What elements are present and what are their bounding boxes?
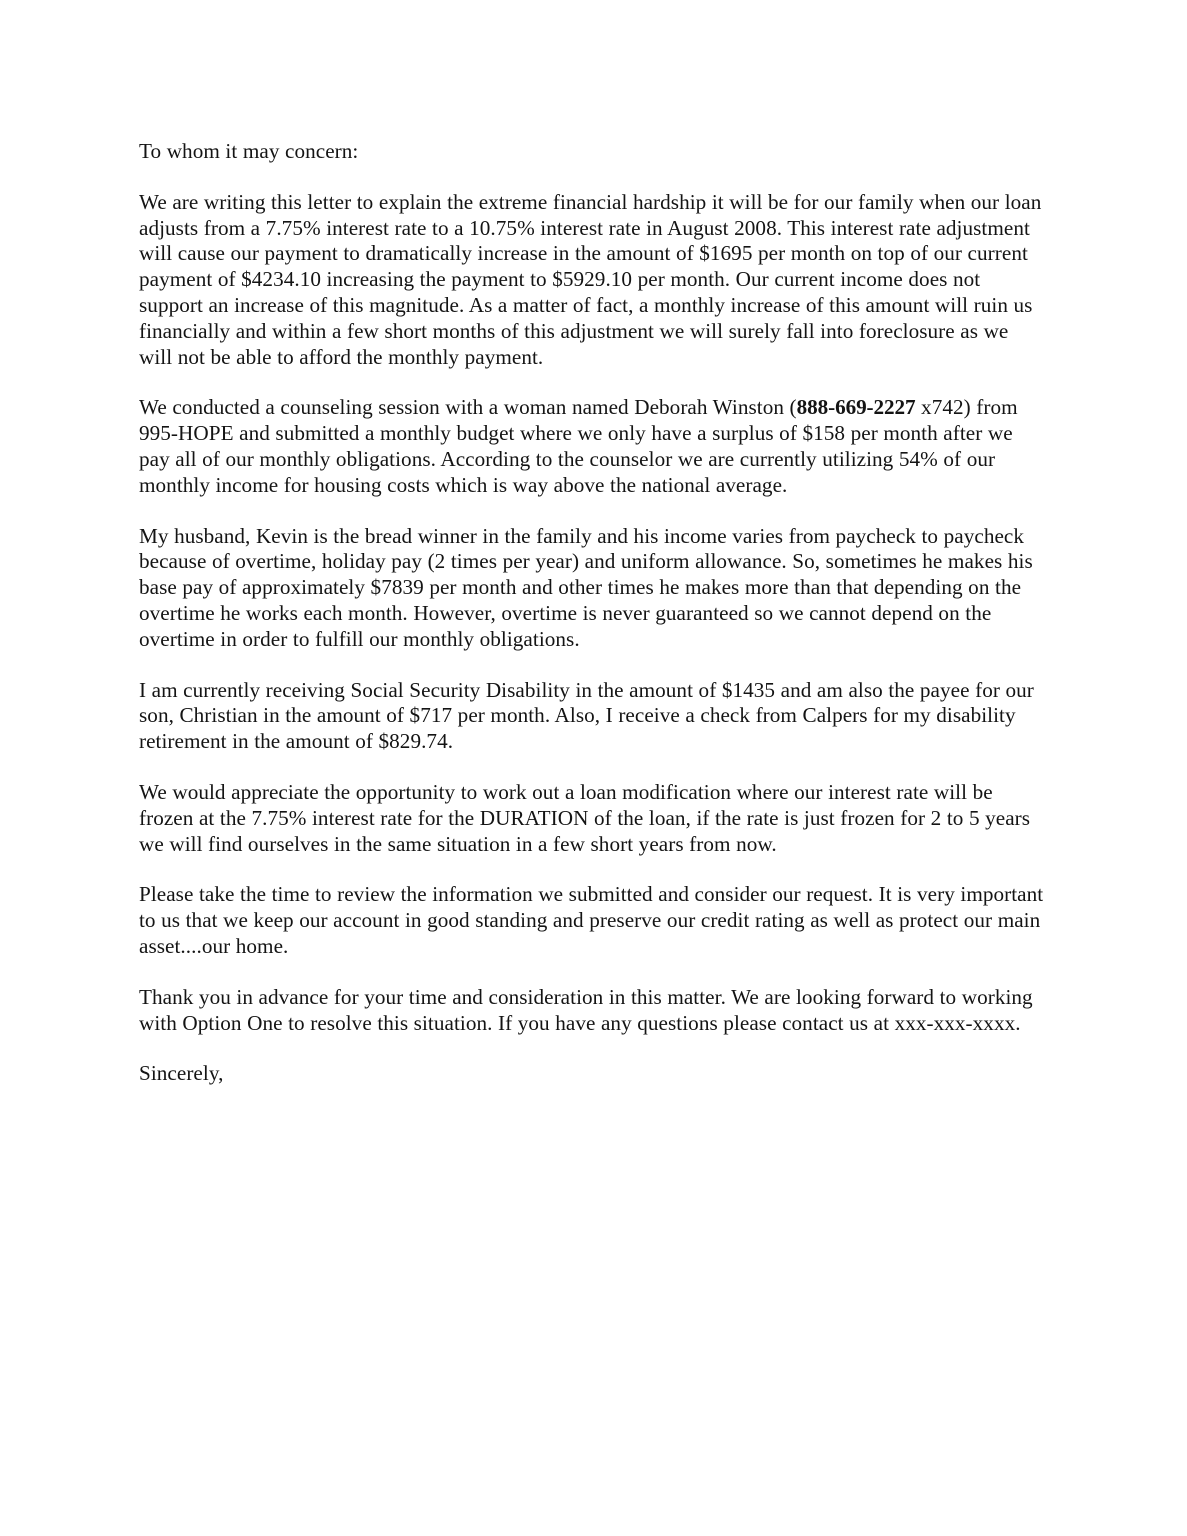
counselor-phone-number: 888-669-2227: [796, 395, 916, 420]
closing-line: Sincerely,: [139, 1061, 224, 1086]
paragraph-review-request: Please take the time to review the information we submitted and consider our request. It is very important to us that we keep our account in good standing and preserve our credit rating as well as protect our main asset....our home.: [139, 882, 1044, 958]
salutation-line: To whom it may concern:: [139, 139, 359, 163]
counseling-text-after-phone: x742) from 995-HOPE and submitted a monthly budget where we only have a surplus of $158 per month after we pay all of our monthly obligations. According to the counselor we are currently utilizing 54% of our monthly income for housing costs which is way above the national average.: [139, 395, 1018, 497]
paragraph-disability-income: I am currently receiving Social Security Disability in the amount of $1435 and am also the payee for our son, Christian in the amount of $717 per month. Also, I receive a check from Calpers for my disability retirement in the amount of $829.74.: [139, 677, 1034, 754]
letter-body: [139, 139, 1047, 1087]
paragraph-husband-income: My husband, Kevin is the bread winner in the family and his income varies from paycheck to paycheck because of overtime, holiday pay (2 times per year) and uniform allowance. So, sometimes he makes his base pay of approximately $7839 per month and other times he makes more than that depending on the overtime he works each month. However, overtime is never guaranteed so we cannot depend on the overtime in order to fulfill our monthly obligations.: [139, 523, 1033, 651]
counseling-text-before-phone: We conducted a counseling session with a woman named Deborah Winston (: [139, 395, 797, 420]
paragraph-counseling-session: [139, 395, 1047, 498]
paragraph-thank-you: Thank you in advance for your time and consideration in this matter. We are looking forward to working with Option One to resolve this situation. If you have any questions please contact us at xxx-xxx-xxxx.: [139, 984, 1033, 1035]
paragraph-hardship-explanation: We are writing this letter to explain the extreme financial hardship it will be for our family when our loan adjusts from a 7.75% interest rate to a 10.75% interest rate in August 2008. This interest rate adjustment will cause our payment to dramatically increase in the amount of $1695 per month on top of our current payment of $4234.10 increasing the payment to $5929.10 per month. Our current income does not support an increase of this magnitude. As a matter of fact, a monthly increase of this amount will ruin us financially and within a few short months of this adjustment we will surely fall into foreclosure as we will not be able to afford the monthly payment.: [139, 189, 1042, 369]
paragraph-loan-modification-request: We would appreciate the opportunity to work out a loan modification where our interest rate will be frozen at the 7.75% interest rate for the DURATION of the loan, if the rate is just frozen for 2 to 5 years we will find ourselves in the same situation in a few short years from now.: [139, 779, 1031, 856]
